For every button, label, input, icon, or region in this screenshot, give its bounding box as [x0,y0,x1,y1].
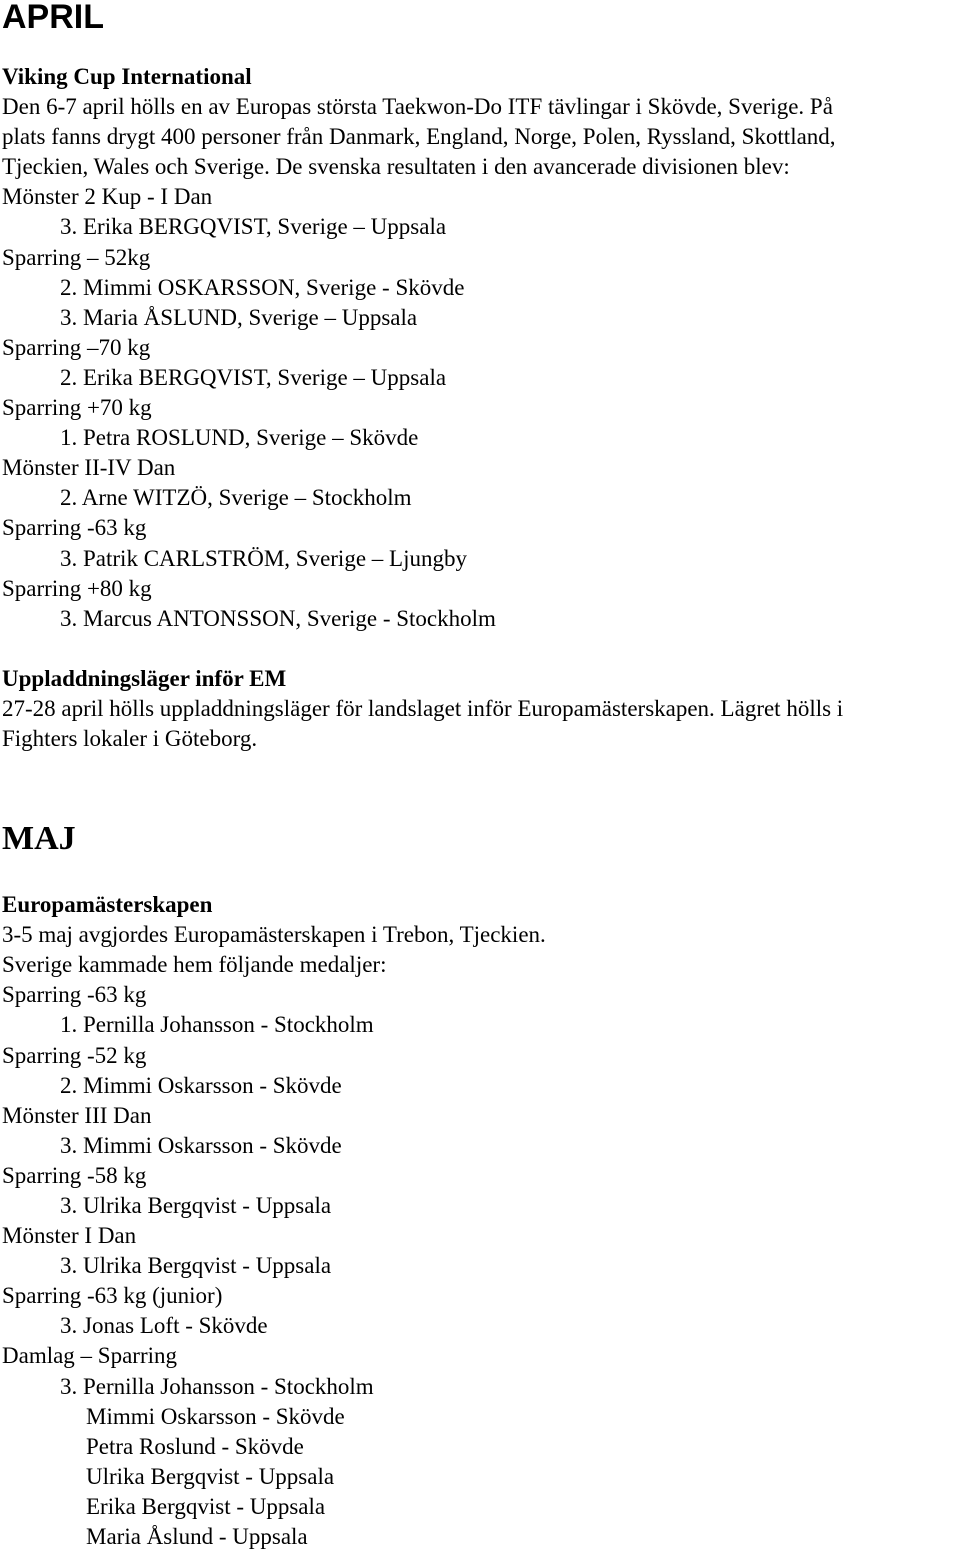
month-heading-maj: MAJ [2,820,76,858]
team-member: Maria Åslund - Uppsala [86,1524,308,1550]
result-placing: 2. Erika BERGQVIST, Sverige – Uppsala [60,364,447,390]
result-category: Sparring -58 kg [2,1162,147,1188]
result-category: Sparring -63 kg [2,982,147,1008]
result-category: Damlag – Sparring [2,1343,178,1369]
result-placing: 2. Mimmi Oskarsson - Skövde [60,1072,342,1098]
paragraph-line: Fighters lokaler i Göteborg. [2,725,258,751]
result-placing: 3. Patrik CARLSTRÖM, Sverige – Ljungby [60,545,467,571]
result-placing: 3. Pernilla Johansson - Stockholm [60,1373,374,1399]
section-title: Viking Cup International [2,64,252,89]
result-placing: 3. Ulrika Bergqvist - Uppsala [60,1253,332,1279]
result-placing: 3. Erika BERGQVIST, Sverige – Uppsala [60,214,447,240]
result-placing: 3. Ulrika Bergqvist - Uppsala [60,1193,332,1218]
result-placing: 2. Mimmi OSKARSSON, Sverige - Skövde [60,274,465,300]
spacer [2,754,960,822]
result-category: Sparring -63 kg [2,515,147,541]
paragraph-line: 27-28 april hölls uppladdningsläger för landslaget inför Europamästerskapen. Lägret hölls i [2,695,844,721]
section-viking-cup [2,62,960,634]
result-category: Sparring – 52kg [2,244,151,270]
result-category: Mönster I Dan [2,1223,137,1249]
spacer [2,34,960,62]
team-member: Mimmi Oskarsson - Skövde [86,1403,345,1429]
team-member: Erika Bergqvist - Uppsala [86,1493,326,1519]
result-category: Sparring -63 kg (junior) [2,1283,223,1309]
result-placing: 3. Maria ÅSLUND, Sverige – Uppsala [60,304,418,330]
spacer [2,634,960,664]
result-placing: 3. Marcus ANTONSSON, Sverige - Stockholm [60,605,496,631]
paragraph-line: plats fanns drygt 400 personer från Danmark, England, Norge, Polen, Ryssland, Skottland, [2,124,836,150]
team-member: Ulrika Bergqvist - Uppsala [86,1463,335,1489]
paragraph-line: Tjeckien, Wales och Sverige. De svenska resultaten i den avancerade divisionen blev: [2,154,790,180]
paragraph-line: Den 6-7 april hölls en av Europas största Taekwon-Do ITF tävlingar i Skövde, Sverige. På [2,94,833,120]
result-placing: 3. Jonas Loft - Skövde [60,1313,268,1339]
result-category: Sparring +70 kg [2,395,152,421]
result-category: Sparring -52 kg [2,1042,147,1068]
section-title: Uppladdningsläger inför EM [2,665,287,691]
result-category: Sparring +80 kg [2,575,152,601]
result-placing: 1. Petra ROSLUND, Sverige – Skövde [60,425,419,451]
section-title: Europamästerskapen [2,892,213,918]
paragraph-line: 3-5 maj avgjordes Europamästerskapen i Trebon, Tjeckien. [2,922,546,948]
month-heading-april: APRIL [2,0,104,36]
result-category: Mönster II-IV Dan [2,455,176,481]
section-training-camp [2,664,960,754]
result-category: Mönster 2 Kup - I Dan [2,184,213,210]
spacer [2,856,960,890]
result-category: Sparring –70 kg [2,334,151,360]
team-member: Petra Roslund - Skövde [86,1433,304,1459]
result-category: Mönster III Dan [2,1102,152,1128]
section-european-championships [2,890,960,1552]
result-placing: 1. Pernilla Johansson - Stockholm [60,1012,374,1038]
result-placing: 2. Arne WITZÖ, Sverige – Stockholm [60,485,412,511]
result-placing: 3. Mimmi Oskarsson - Skövde [60,1132,342,1158]
paragraph-line: Sverige kammade hem följande medaljer: [2,952,387,978]
